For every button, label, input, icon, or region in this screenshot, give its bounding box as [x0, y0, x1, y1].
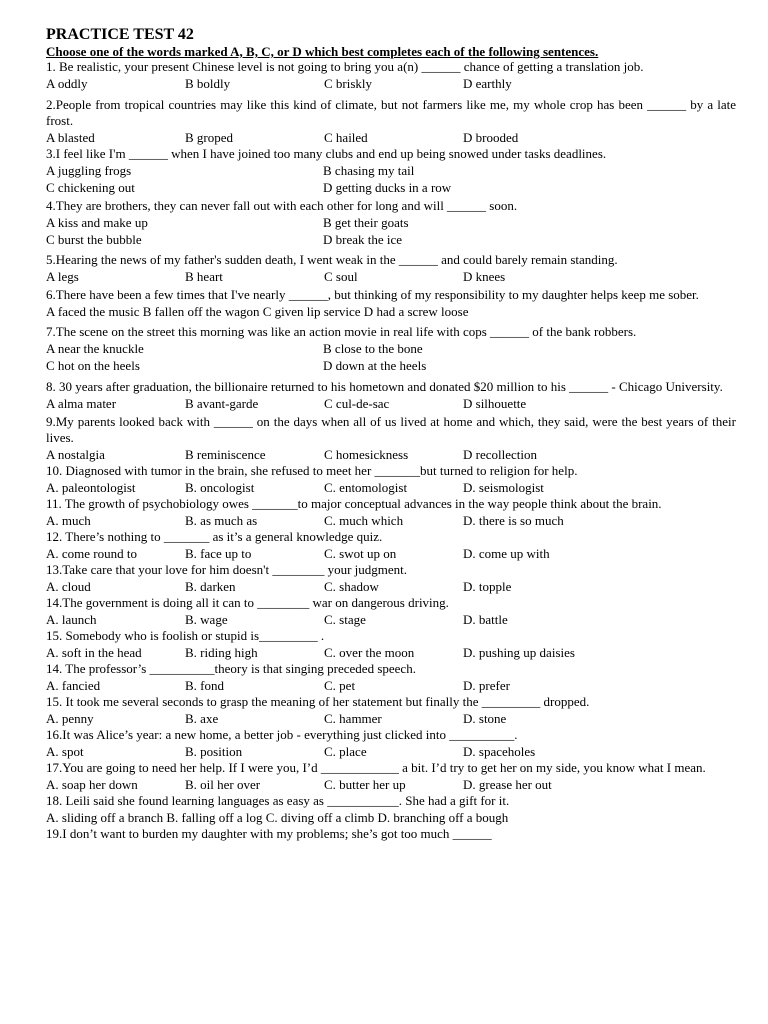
question-stem: 5.Hearing the news of my father's sudden death, I went weak in the ______ and could barely remain standing. [46, 252, 618, 267]
answer-options-row [46, 268, 736, 285]
answer-option: C chickening out [46, 180, 135, 195]
answer-option: C. much which [324, 513, 404, 528]
answer-options-row [46, 809, 736, 826]
answer-option: D down at the heels [323, 358, 427, 373]
answer-option: C. pet [324, 678, 356, 693]
question-item [46, 146, 736, 196]
answer-option: A. soap her down [46, 777, 138, 792]
answer-options-row [46, 776, 736, 793]
answer-options-row [46, 710, 736, 727]
answer-options-row [46, 75, 736, 92]
answer-option: D silhouette [463, 396, 527, 411]
answer-option: D. prefer [463, 678, 510, 693]
question-stem: 3.I feel like I'm ______ when I have joined too many clubs and end up being snowed under tasks deadlines. [46, 146, 607, 161]
question-stem: 17.You are going to need her help. If I were you, I’d ____________ a bit. I’d try to get her on my side, you know what I mean. [46, 760, 706, 775]
answer-options-row [46, 578, 736, 595]
question-item [46, 97, 736, 146]
answer-option: D getting ducks in a row [323, 180, 452, 195]
answer-option: D. battle [463, 612, 508, 627]
answer-option: C briskly [324, 76, 373, 91]
question-stem: 15. Somebody who is foolish or stupid is_________ . [46, 628, 325, 643]
question-stem: 13.Take care that your love for him doesn't ________ your judgment. [46, 562, 408, 577]
answer-option: D earthly [463, 76, 512, 91]
question-item [46, 793, 736, 826]
answer-option: B reminiscence [185, 447, 266, 462]
answer-option: B avant-garde [185, 396, 259, 411]
question-stem: 11. The growth of psychobiology owes _______to major conceptual advances in the way people think about the brain. [46, 496, 662, 511]
question-stem: 12. There’s nothing to _______ as it’s a general knowledge quiz. [46, 529, 383, 544]
answer-options-row [46, 129, 736, 146]
answer-option: D recollection [463, 447, 537, 462]
question-item [46, 826, 736, 842]
question-item [46, 661, 736, 694]
answer-option: A. sliding off a branch B. falling off a log C. diving off a climb D. branching off a bough [46, 810, 509, 825]
answer-option: B. fond [185, 678, 224, 693]
answer-option: C. over the moon [324, 645, 415, 660]
page-title: PRACTICE TEST 42 [46, 26, 194, 43]
question-stem: 16.It was Alice’s year: a new home, a better job - everything just clicked into __________. [46, 727, 518, 742]
answer-options-row [46, 644, 736, 661]
answer-option: A. much [46, 513, 91, 528]
answer-option: B boldly [185, 76, 231, 91]
question-item [46, 727, 736, 760]
answer-option: C. swot up on [324, 546, 397, 561]
question-item [46, 694, 736, 727]
answer-option: C. stage [324, 612, 366, 627]
answer-options-row [46, 231, 736, 248]
answer-option: A kiss and make up [46, 215, 148, 230]
answer-option: B groped [185, 130, 234, 145]
answer-option: D. stone [463, 711, 507, 726]
answer-option: A nostalgia [46, 447, 105, 462]
answer-options-row [46, 677, 736, 694]
answer-options-row [46, 545, 736, 562]
answer-option: C hailed [324, 130, 368, 145]
question-stem: 18. Leili said she found learning languages as easy as ___________. She had a gift for it. [46, 793, 510, 808]
instructions: Choose one of the words marked A, B, C, or D which best completes each of the following sentences. [46, 44, 599, 59]
question-item [46, 496, 736, 529]
answer-option: A. soft in the head [46, 645, 142, 660]
answer-option: C burst the bubble [46, 232, 142, 247]
question-item [46, 463, 736, 496]
question-item [46, 59, 736, 92]
question-stem: 14.The government is doing all it can to ________ war on dangerous driving. [46, 595, 449, 610]
answer-option: B. darken [185, 579, 236, 594]
answer-option: C. hammer [324, 711, 382, 726]
question-stem: 7.The scene on the street this morning was like an action movie in real life with cops ______ of the bank robbers. [46, 324, 637, 339]
question-item [46, 324, 736, 374]
answer-option: A. launch [46, 612, 97, 627]
answer-option: D. grease her out [463, 777, 552, 792]
answer-option: A. fancied [46, 678, 101, 693]
answer-options-row [46, 357, 736, 374]
answer-option: A. paleontologist [46, 480, 136, 495]
question-stem: 15. It took me several seconds to grasp the meaning of her statement but finally the _________ dropped. [46, 694, 590, 709]
question-stem: 19.I don’t want to burden my daughter with my problems; she’s got too much ______ [46, 826, 492, 841]
question-list [46, 59, 736, 842]
question-stem: 14. The professor’s __________theory is that singing preceded speech. [46, 661, 416, 676]
question-stem: 10. Diagnosed with tumor in the brain, she refused to meet her _______but turned to religion for help. [46, 463, 578, 478]
question-item [46, 760, 736, 793]
answer-options-row [46, 162, 736, 179]
question-stem: 2.People from tropical countries may like this kind of climate, but not farmers like me, my whole crop has been ______ by a late frost. [46, 97, 736, 128]
answer-option: D. spaceholes [463, 744, 536, 759]
answer-option: A. spot [46, 744, 84, 759]
answer-option: B chasing my tail [323, 163, 415, 178]
answer-option: D. there is so much [463, 513, 564, 528]
question-item [46, 595, 736, 628]
answer-option: D. seismologist [463, 480, 544, 495]
answer-option: A. cloud [46, 579, 91, 594]
answer-option: B get their goats [323, 215, 409, 230]
answer-options-row [46, 446, 736, 463]
answer-option: C. place [324, 744, 367, 759]
answer-options-row [46, 395, 736, 412]
question-stem: 4.They are brothers, they can never fall out with each other for long and will ______ soon. [46, 198, 518, 213]
answer-option: B. oncologist [185, 480, 255, 495]
question-stem: 1. Be realistic, your present Chinese level is not going to bring you a(n) ______ chance of getting a translation job. [46, 59, 644, 74]
answer-option: B. face up to [185, 546, 252, 561]
answer-options-row [46, 214, 736, 231]
question-item [46, 529, 736, 562]
question-item [46, 198, 736, 248]
answer-option: A blasted [46, 130, 95, 145]
answer-options-row [46, 611, 736, 628]
answer-options-row [46, 340, 736, 357]
answer-option: A legs [46, 269, 79, 284]
question-item [46, 252, 736, 285]
answer-option: A oddly [46, 76, 88, 91]
question-item [46, 628, 736, 661]
answer-option: B. oil her over [185, 777, 261, 792]
answer-option: D brooded [463, 130, 519, 145]
answer-option: A. come round to [46, 546, 137, 561]
answer-options-row [46, 179, 736, 196]
answer-option: A near the knuckle [46, 341, 144, 356]
answer-option: B close to the bone [323, 341, 423, 356]
answer-option: D. topple [463, 579, 512, 594]
question-item [46, 287, 736, 320]
question-item [46, 562, 736, 595]
answer-option: C hot on the heels [46, 358, 140, 373]
question-stem: 8. 30 years after graduation, the billionaire returned to his hometown and donated $20 million to his ______ - Chicago University. [46, 379, 723, 394]
question-stem: 9.My parents looked back with ______ on the days when all of us lived at home and which, they said, were the best years of their lives. [46, 414, 736, 445]
answer-option: C. shadow [324, 579, 379, 594]
answer-option: C cul-de-sac [324, 396, 390, 411]
question-item [46, 414, 736, 463]
answer-option: C. entomologist [324, 480, 408, 495]
question-stem: 6.There have been a few times that I've nearly ______, but thinking of my responsibility to my daughter helps keep me sober. [46, 287, 699, 302]
document-page [46, 26, 736, 842]
answer-option: A. penny [46, 711, 94, 726]
answer-option: D. pushing up daisies [463, 645, 575, 660]
answer-option: C. butter her up [324, 777, 406, 792]
answer-option: C homesickness [324, 447, 409, 462]
answer-option: A faced the music B fallen off the wagon C given lip service D had a screw loose [46, 304, 469, 319]
answer-option: D. come up with [463, 546, 550, 561]
answer-option: D break the ice [323, 232, 403, 247]
answer-option: D knees [463, 269, 506, 284]
answer-option: B heart [185, 269, 223, 284]
answer-options-row [46, 303, 736, 320]
answer-options-row [46, 512, 736, 529]
answer-options-row [46, 479, 736, 496]
answer-option: B. riding high [185, 645, 258, 660]
answer-options-row [46, 743, 736, 760]
answer-option: C soul [324, 269, 358, 284]
answer-option: B. axe [185, 711, 219, 726]
answer-option: B. wage [185, 612, 228, 627]
answer-option: B. position [185, 744, 243, 759]
answer-option: A juggling frogs [46, 163, 132, 178]
question-item [46, 379, 736, 412]
answer-option: B. as much as [185, 513, 258, 528]
answer-option: A alma mater [46, 396, 117, 411]
